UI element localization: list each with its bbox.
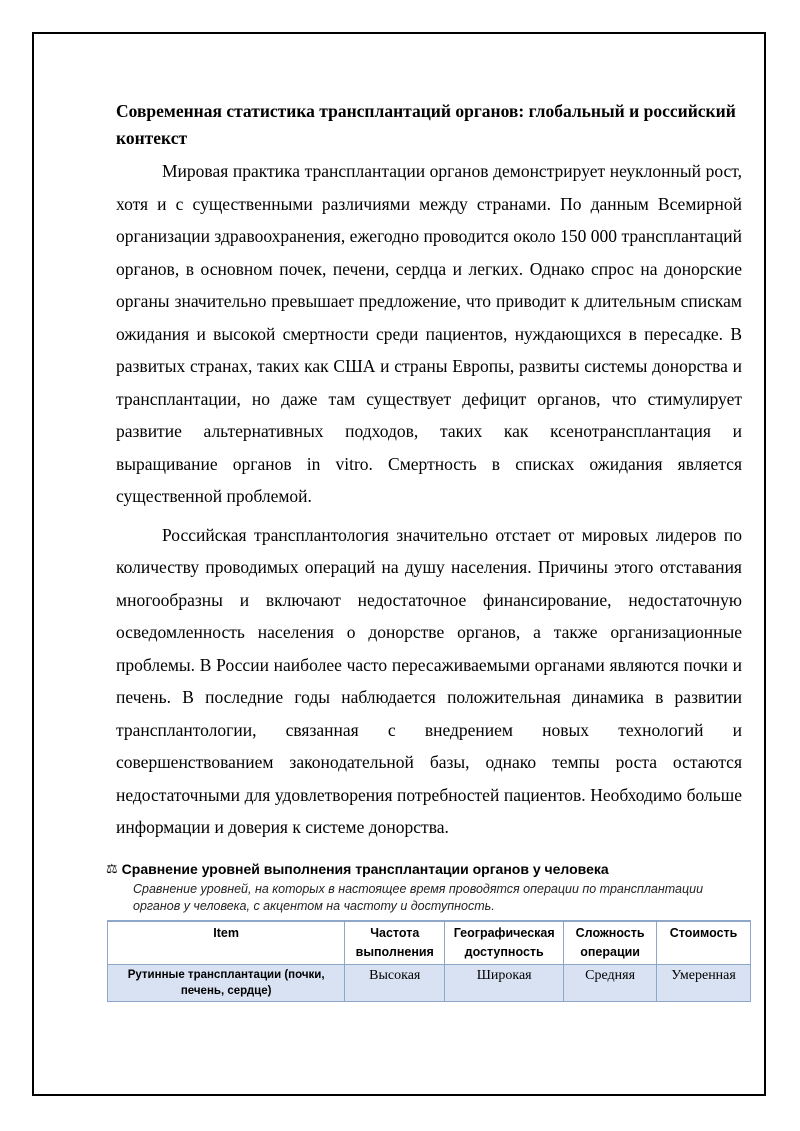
table-cell: Высокая [345, 964, 445, 1001]
table-cell: Широкая [445, 964, 564, 1001]
column-header-cost: Стоимость [657, 921, 751, 965]
column-header-complexity: Сложность операции [564, 921, 657, 965]
table-subcaption: Сравнение уровней, на которых в настоящее время проводятся операции по трансплантации органов у человека, с акцентом на частоту и доступность. [133, 881, 704, 913]
document-body [106, 98, 742, 1002]
table-cell: Средняя [564, 964, 657, 1001]
column-header-item: Item [108, 921, 345, 965]
column-header-frequency: Частота выполнения [345, 921, 445, 965]
table-header-row [108, 921, 751, 965]
scale-icon: ⚖ [106, 860, 118, 876]
document-title: Современная статистика трансплантаций органов: глобальный и российский контекст [116, 101, 736, 148]
table-row [108, 964, 751, 1001]
table-caption [106, 861, 742, 877]
column-header-availability: Географическая доступность [445, 921, 564, 965]
paragraph-global: Мировая практика трансплантации органов демонстрирует неуклонный рост, хотя и с существенными различиями между странами. По данным Всемирной организации здравоохранения, ежегодно проводится около 150 000 трансплантаций органов, в основном почек, печени, сердца и легких. Однако спрос на донорские органы значительно превышает предложение, что приводит к длительным спискам ожидания и высокой смертности среди пациентов, нуждающихся в пересадке. В развитых странах, таких как США и страны Европы, развиты системы донорства и трансплантации, но даже там существует дефицит органов, что стимулирует развитие альтернативных подходов, таких как ксенотрансплантация и выращивание органов in vitro. Смертность в списках ожидания является существенной проблемой. [116, 161, 742, 506]
table-cell: Рутинные трансплантации (почки, печень, сердце) [108, 964, 345, 1001]
paragraph-russia: Российская трансплантология значительно отстает от мировых лидеров по количеству проводимых операций на душу населения. Причины этого отставания многообразны и включают недостаточное финансирование, недостаточную осведомленность населения о донорстве органов, а также организационные проблемы. В России наиболее часто пересаживаемыми органами являются почки и печень. В последние годы наблюдается положительная динамика в развитии трансплантологии, связанная с внедрением новых технологий и совершенствованием законодательной базы, однако темпы роста остаются недостаточными для удовлетворения потребностей пациентов. Необходимо больше информации и доверия к системе донорства. [116, 524, 742, 837]
table-cell: Умеренная [657, 964, 751, 1001]
comparison-table [107, 920, 751, 1002]
table-caption-text: Сравнение уровней выполнения трансплантации органов у человека [121, 860, 609, 877]
